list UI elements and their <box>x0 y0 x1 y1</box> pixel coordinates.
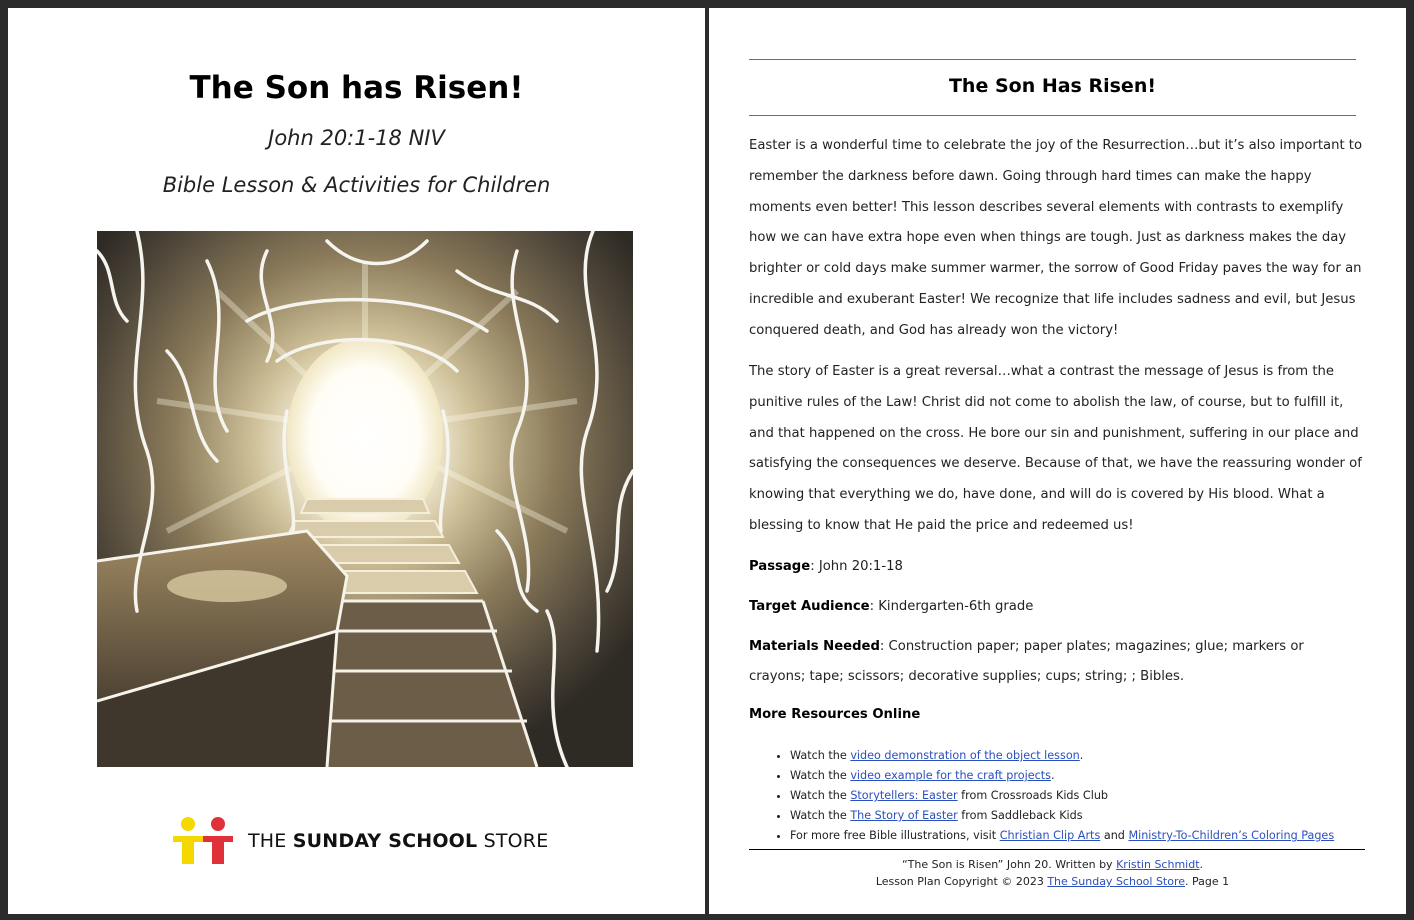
cover-subtitle: Bible Lesson & Activities for Children <box>162 173 551 197</box>
story-of-easter-link[interactable]: The Story of Easter <box>850 809 958 822</box>
brand-name: THE SUNDAY SCHOOL STORE <box>248 830 549 852</box>
resources-list <box>749 746 1390 846</box>
cover-page <box>8 8 705 914</box>
list-item: • Watch the The Story of Easter from Saddleback Kids <box>790 806 1390 826</box>
lesson-title: The Son Has Risen! <box>948 75 1157 97</box>
resources-heading: More Resources Online <box>749 707 921 722</box>
cover-title: The Son has Risen! <box>189 70 524 106</box>
intro-paragraph: Easter is a wonderful time to celebrate the joy of the Resurrection…but it’s also important to remember the darkness before dawn. Going through hard times can make the happy moments even better! This lesson describes several elements with contrasts to exemplify how we can have extra hope even when things are tough. Just as darkness makes the day brighter or cold days make summer warmer, the sorrow of Good Friday paves the way for an incredible and exuberant Easter! We recognize that life includes sadness and evil, but Jesus conquered death, and God has already won the victory! <box>749 138 1363 338</box>
story-paragraph: The story of Easter is a great reversal…what a contrast the message of Jesus is from the punitive rules of the Law! Christ did not come to abolish the law, of course, but to fulfill it, and that happened on the cross. He bore our sin and punishment, suffering in our place and satisfying the consequences we deserve. Because of that, we have the reassuring wonder of knowing that everything we do, have done, and will do is covered by His blood. What a blessing to know that He paid the price and redeemed us! <box>749 364 1362 533</box>
materials-field: Materials Needed: Construction paper; paper plates; magazines; glue; markers or crayons; tape; scissors; decorative supplies; cups; string; ; Bibles. <box>749 639 1304 684</box>
list-item: • Watch the Storytellers: Easter from Crossroads Kids Club <box>790 786 1390 806</box>
craft-video-link[interactable]: video example for the craft projects <box>850 769 1051 782</box>
title-rule-bottom <box>749 115 1356 116</box>
list-item: • Watch the video demonstration of the object lesson. <box>790 746 1390 766</box>
object-lesson-video-link[interactable]: video demonstration of the object lesson <box>850 749 1080 762</box>
list-item: • Watch the video example for the craft projects. <box>790 766 1390 786</box>
brand-logo <box>170 816 548 866</box>
passage-field: Passage: John 20:1-18 <box>749 559 903 574</box>
coloring-pages-link[interactable]: Ministry-To-Children’s Coloring Pages <box>1128 829 1335 842</box>
footer-line-1: “The Son is Risen” John 20. Written by Kristin Schmidt. <box>901 858 1204 871</box>
author-link[interactable]: Kristin Schmidt <box>1116 858 1200 871</box>
lesson-page <box>709 8 1406 914</box>
footer-rule <box>749 849 1365 850</box>
cover-passage: John 20:1-18 NIV <box>268 126 445 150</box>
audience-field: Target Audience: Kindergarten-6th grade <box>749 599 1034 614</box>
store-link[interactable]: The Sunday School Store <box>1047 875 1186 888</box>
children-logo-icon <box>170 816 238 866</box>
storytellers-link[interactable]: Storytellers: Easter <box>850 789 958 802</box>
title-rule-top <box>749 59 1356 60</box>
christian-clip-arts-link[interactable]: Christian Clip Arts <box>999 829 1101 842</box>
footer-line-2: Lesson Plan Copyright © 2023 The Sunday School Store. Page 1 <box>875 875 1230 888</box>
page-footer <box>749 856 1356 890</box>
empty-tomb-illustration <box>97 231 633 767</box>
list-item: • For more free Bible illustrations, visit Christian Clip Arts and Ministry-To-Children’s Coloring Pages <box>790 826 1390 846</box>
